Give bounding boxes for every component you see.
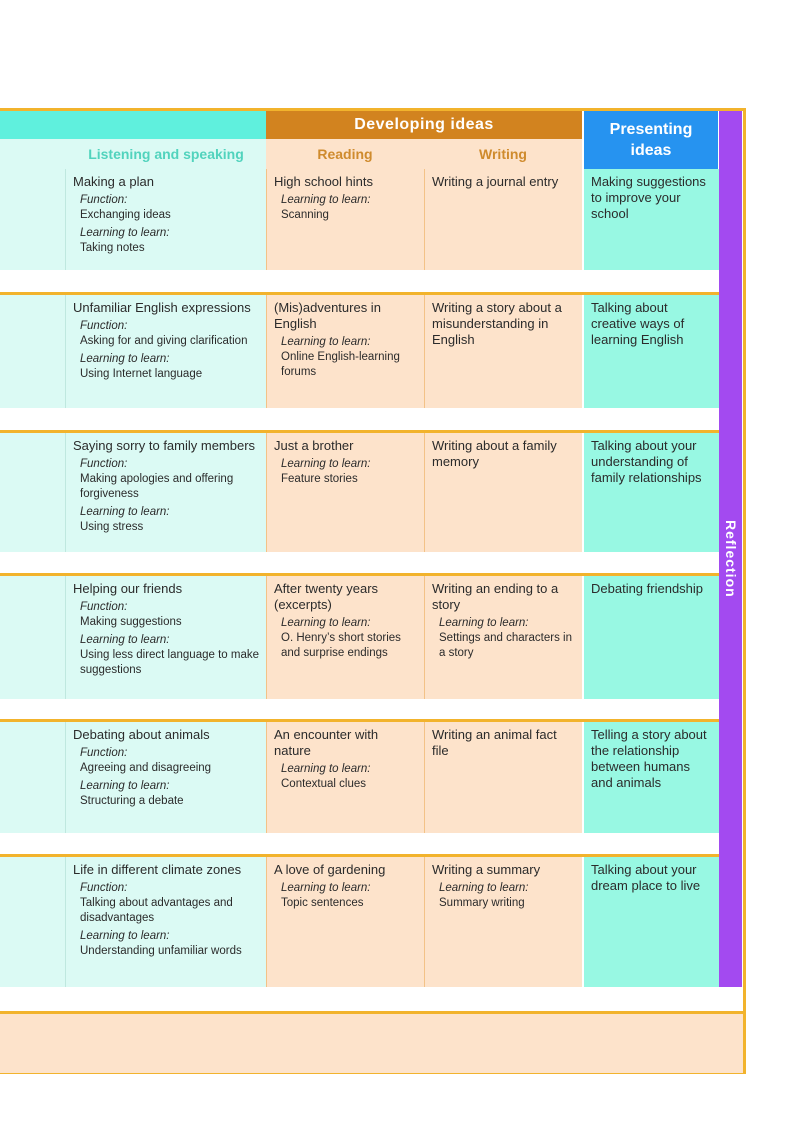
presenting-cell — [582, 857, 719, 987]
learning-to-learn-label: Learning to learn: — [281, 194, 371, 206]
function-label: Function: — [80, 320, 128, 332]
reflection-label: Reflection — [723, 520, 739, 598]
presenting-text: Making suggestions to improve your school — [591, 174, 706, 221]
learning-to-learn-label: Learning to learn: — [281, 458, 371, 470]
function-block — [73, 319, 260, 349]
learning-to-learn-block — [432, 881, 576, 911]
function-label: Function: — [80, 194, 128, 206]
learning-to-learn-text: Feature stories — [281, 473, 358, 485]
learning-to-learn-label: Learning to learn: — [439, 617, 529, 629]
bottom-panel — [0, 1011, 743, 1073]
reading-title: Just a brother — [274, 438, 354, 453]
listening-title: Life in different climate zones — [73, 862, 242, 877]
listening-title: Helping our friends — [73, 581, 183, 596]
learning-to-learn-block — [73, 929, 260, 959]
learning-to-learn-label: Learning to learn: — [80, 506, 170, 518]
learning-to-learn-text: Taking notes — [80, 242, 145, 254]
learning-to-learn-label: Learning to learn: — [80, 634, 170, 646]
presenting-ideas-header: Presenting ideas — [584, 111, 718, 169]
presenting-cell — [582, 295, 719, 408]
learning-to-learn-text: Scanning — [281, 209, 329, 221]
listening-title: Making a plan — [73, 174, 154, 189]
reading-title: A love of gardening — [274, 862, 386, 877]
listening-title: Debating about animals — [73, 727, 210, 742]
learning-to-learn-text: O. Henry’s short stories and surprise endings — [281, 632, 401, 659]
learning-to-learn-label: Learning to learn: — [80, 353, 170, 365]
function-label: Function: — [80, 882, 128, 894]
learning-to-learn-text: Contextual clues — [281, 778, 367, 790]
unit-cell — [0, 722, 66, 833]
learning-to-learn-text: Summary writing — [439, 897, 525, 909]
reading-cell — [266, 295, 424, 408]
writing-cell — [424, 433, 582, 552]
presenting-cell — [582, 433, 719, 552]
reading-title: High school hints — [274, 174, 373, 189]
learning-to-learn-label: Learning to learn: — [281, 617, 371, 629]
function-label: Function: — [80, 601, 128, 613]
reading-title: An encounter with nature — [274, 727, 379, 758]
listening-title: Unfamiliar English expressions — [73, 300, 251, 315]
function-label: Function: — [80, 458, 128, 470]
listening-header-band — [0, 111, 266, 139]
learning-to-learn-text: Using less direct language to make suggestions — [80, 649, 259, 676]
writing-title: Writing about a family memory — [432, 438, 557, 469]
learning-to-learn-block — [274, 193, 418, 223]
learning-to-learn-text: Structuring a debate — [80, 795, 184, 807]
function-text: Exchanging ideas — [80, 209, 171, 221]
learning-to-learn-text: Topic sentences — [281, 897, 364, 909]
unit-cell — [0, 857, 66, 987]
bottom-gap — [0, 987, 743, 1011]
learning-to-learn-label: Learning to learn: — [281, 882, 371, 894]
learning-to-learn-label: Learning to learn: — [80, 780, 170, 792]
function-text: Making apologies and offering forgiveness — [80, 473, 234, 500]
learning-to-learn-text: Using stress — [80, 521, 144, 533]
learning-to-learn-label: Learning to learn: — [281, 763, 371, 775]
writing-title: Writing a journal entry — [432, 174, 559, 189]
learning-to-learn-block — [73, 505, 260, 535]
listening-cell — [66, 433, 266, 552]
learning-to-learn-block — [432, 616, 576, 661]
reading-cell — [266, 433, 424, 552]
learning-to-learn-label: Learning to learn: — [80, 227, 170, 239]
function-text: Making suggestions — [80, 616, 182, 628]
reading-cell — [266, 576, 424, 699]
learning-to-learn-block — [73, 633, 260, 678]
reading-cell — [266, 169, 424, 270]
unit-cell — [0, 576, 66, 699]
presenting-text: Telling a story about the relationship between humans and animals — [591, 727, 707, 790]
presenting-cell — [582, 576, 719, 699]
writing-title: Writing a summary — [432, 862, 541, 877]
learning-to-learn-label: Learning to learn: — [439, 882, 529, 894]
reading-title: After twenty years (excerpts) — [274, 581, 379, 612]
writing-cell — [424, 576, 582, 699]
function-text: Talking about advantages and disadvantages — [80, 897, 233, 924]
listening-cell — [66, 169, 266, 270]
developing-ideas-header: Developing ideas — [266, 111, 582, 139]
unit-cell — [0, 433, 66, 552]
listening-cell — [66, 295, 266, 408]
function-block — [73, 457, 260, 502]
learning-to-learn-block — [274, 762, 418, 792]
writing-title: Writing an animal fact file — [432, 727, 557, 758]
learning-to-learn-block — [274, 457, 418, 487]
unit-cell — [0, 295, 66, 408]
presenting-text: Talking about your dream place to live — [591, 862, 701, 893]
reading-cell — [266, 857, 424, 987]
presenting-cell — [582, 722, 719, 833]
unit-column-header — [0, 139, 66, 169]
listening-speaking-header: Listening and speaking — [66, 139, 266, 169]
function-block — [73, 881, 260, 926]
learning-to-learn-block — [73, 226, 260, 256]
presenting-text: Talking about your understanding of family relationships — [591, 438, 702, 485]
writing-title: Writing an ending to a story — [432, 581, 559, 612]
learning-to-learn-block — [274, 335, 418, 380]
listening-cell — [66, 857, 266, 987]
learning-to-learn-block — [274, 881, 418, 911]
function-block — [73, 193, 260, 223]
learning-to-learn-text: Online English-learning forums — [281, 351, 400, 378]
learning-to-learn-text: Using Internet language — [80, 368, 203, 380]
presenting-cell — [582, 169, 719, 270]
learning-to-learn-label: Learning to learn: — [281, 336, 371, 348]
learning-to-learn-text: Settings and characters in a story — [439, 632, 572, 659]
listening-cell — [66, 722, 266, 833]
reading-cell — [266, 722, 424, 833]
writing-title: Writing a story about a misunderstanding in English — [432, 300, 562, 347]
learning-to-learn-block — [73, 352, 260, 382]
learning-to-learn-block — [73, 779, 260, 809]
reading-title: (Mis)adventures in English — [274, 300, 381, 331]
function-block — [73, 600, 260, 630]
writing-cell — [424, 295, 582, 408]
function-block — [73, 746, 260, 776]
writing-cell — [424, 722, 582, 833]
writing-cell — [424, 857, 582, 987]
learning-to-learn-label: Learning to learn: — [80, 930, 170, 942]
learning-to-learn-block — [274, 616, 418, 661]
function-text: Asking for and giving clarification — [80, 335, 248, 347]
writing-header: Writing — [424, 139, 582, 169]
listening-cell — [66, 576, 266, 699]
presenting-text: Debating friendship — [591, 581, 704, 596]
presenting-text: Talking about creative ways of learning English — [591, 300, 685, 347]
unit-cell — [0, 169, 66, 270]
writing-cell — [424, 169, 582, 270]
reading-header: Reading — [266, 139, 424, 169]
learning-to-learn-text: Understanding unfamiliar words — [80, 945, 242, 957]
function-text: Agreeing and disagreeing — [80, 762, 212, 774]
function-label: Function: — [80, 747, 128, 759]
listening-title: Saying sorry to family members — [73, 438, 256, 453]
